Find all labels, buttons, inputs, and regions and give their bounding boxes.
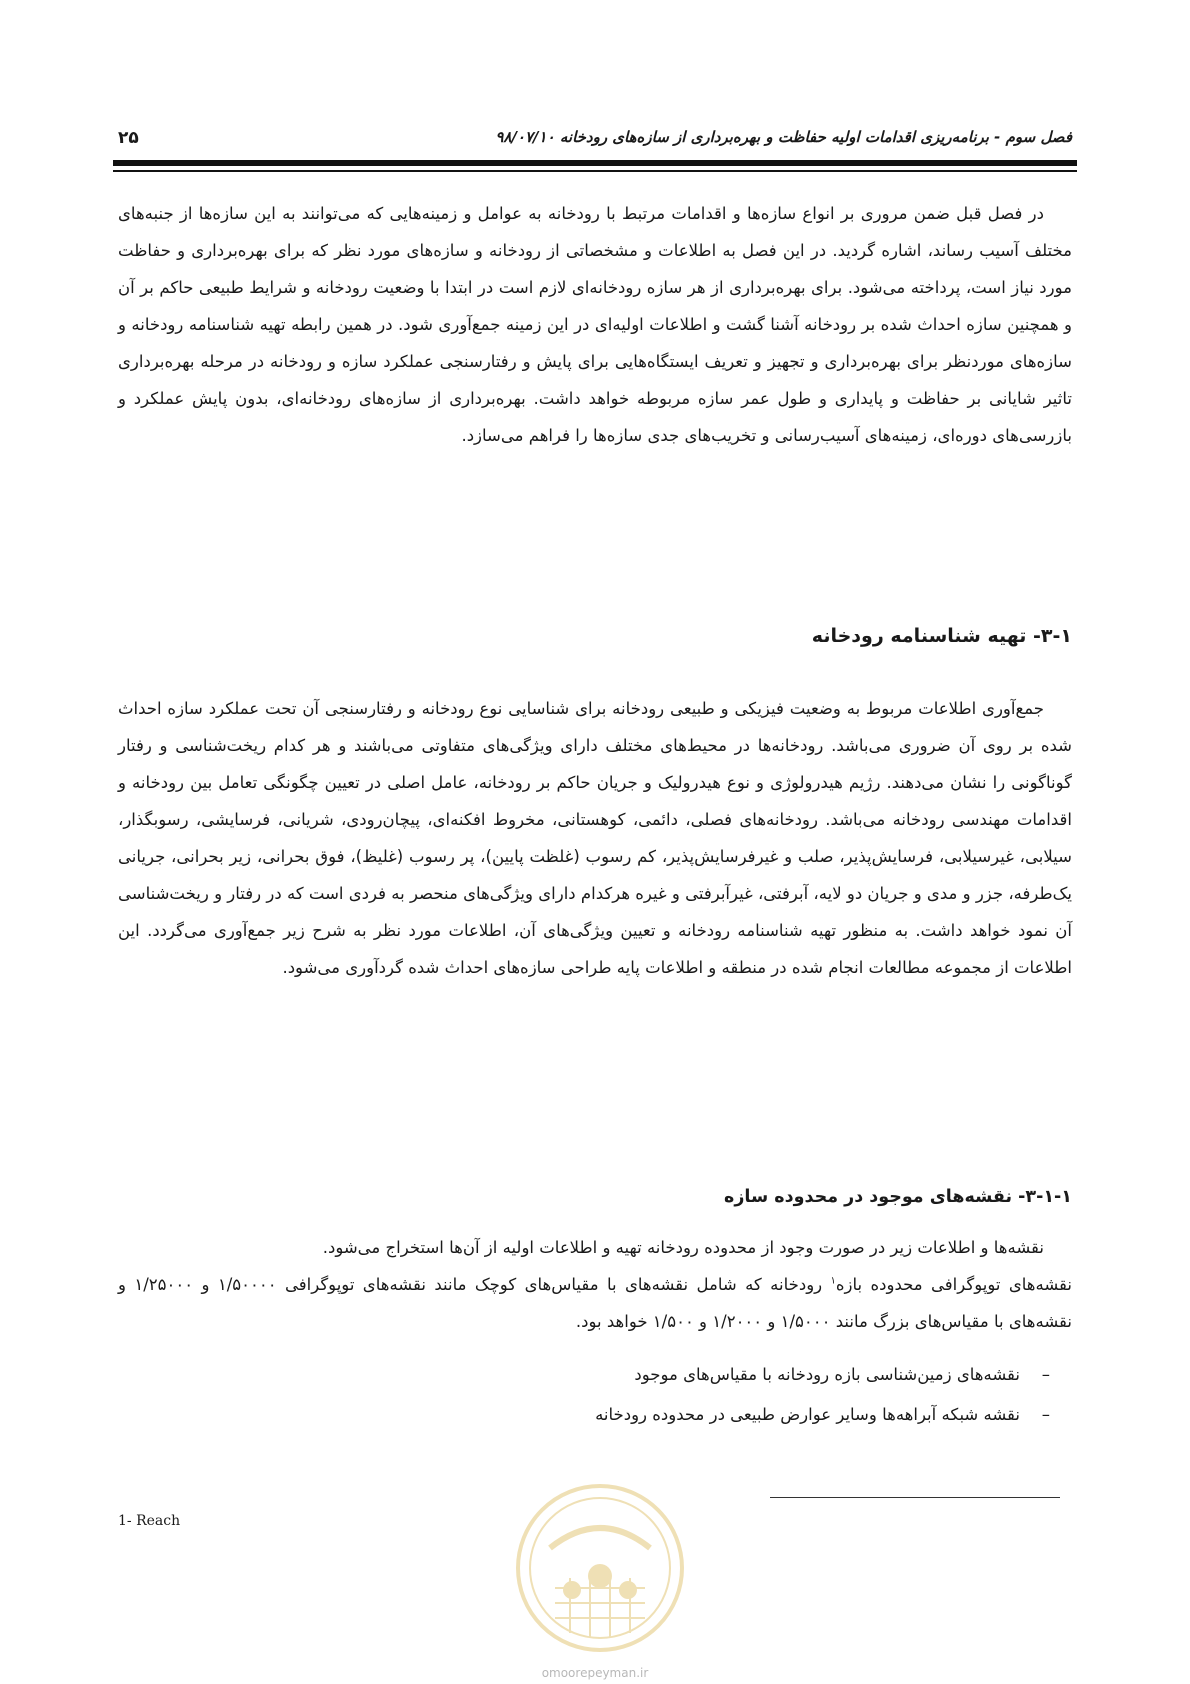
bullet-dash: – <box>1041 1365 1050 1384</box>
list-item <box>595 1395 1050 1435</box>
bullet-dash: – <box>1041 1405 1050 1424</box>
running-title: فصل سوم - برنامه‌ریزی اقدامات اولیه حفاظت و بهره‌برداری از سازه‌های رودخانه ۹۸/۰۷/۱۰ <box>495 128 1072 146</box>
section-heading-3-1-1: ۳-۱-۱- نقشه‌های موجود در محدوده سازه <box>724 1187 1072 1207</box>
bullet-text: نقشه شبکه آبراهه‌ها وسایر عوارض طبیعی در محدوده رودخانه <box>595 1405 1020 1424</box>
footnote-reference[interactable]: ۱ <box>830 1275 836 1287</box>
bullet-text: نقشه‌های زمین‌شناسی بازه رودخانه با مقیاس‌های موجود <box>634 1365 1020 1384</box>
section-3-1-paragraph: جمع‌آوری اطلاعات مربوط به وضعیت فیزیکی و طبیعی رودخانه برای شناسایی نوع رودخانه و رفتارسنجی آن تحت عملکرد سازه احداث شده بر روی آن ضروری می‌باشد. رودخانه‌ها در محیط‌های مختلف دارای ویژگی‌های متفاوتی می‌باشند و هر کدام ریخت‌شناسی و رفتار گوناگونی را نشان می‌دهند. رژیم هیدرولوژی و نوع هیدرولیک و جریان حاکم بر رودخانه، عامل اصلی در تعیین چگونگی تعامل بین رودخانه و اقدامات مهندسی رودخانه می‌باشد. رودخانه‌های فصلی، دائمی، کوهستانی، مخروط افکنه‌ای، پیچان‌رودی، شریانی، فرسایشی، رسوبگذار، سیلابی، غیرسیلابی، فرسایش‌پذیر، صلب و غیرفرسایش‌پذیر، کم رسوب (غلظت پایین)، پر رسوب (غلیظ)، فوق بحرانی، زیر بحرانی، جریانی یک‌طرفه، جزر و مدی و جریان دو لایه، آبرفتی، غیرآبرفتی و غیره هرکدام دارای ویژگی‌های منحصر به فردی است که در رفتار و ریخت‌شناسی آن نمود خواهد داشت. به منظور تهیه شناسنامه رودخانه و تعیین ویژگی‌های آن، اطلاعات مورد نظر به شرح زیر جمع‌آوری می‌گردد. این اطلاعات از مجموعه مطالعات انجام شده در منطقه و اطلاعات پایه طراحی سازه‌های احداث شده گردآوری می‌شود. <box>118 699 1072 977</box>
page-header <box>118 128 1072 152</box>
section-heading-3-1: ۳-۱- تهیه شناسنامه رودخانه <box>811 625 1072 647</box>
intro-paragraph: در فصل قبل ضمن مروری بر انواع سازه‌ها و اقدامات مرتبط با رودخانه به عوامل و زمینه‌هایی که می‌توانند به این سازه‌ها از جنبه‌های مختلف آسیب رساند، اشاره گردید. در این فصل به اطلاعات و مشخصاتی از رودخانه و سازه‌های مورد نظر که برای بهره‌برداری و حفاظت مورد نیاز است، پرداخته می‌شود. برای بهره‌برداری از هر سازه رودخانه‌ای لازم است در ابتدا با وضعیت رودخانه و شرایط طبیعی حاکم بر آن و همچنین سازه احداث شده بر رودخانه آشنا گشت و اطلاعات اولیه‌ای در این زمینه جمع‌آوری شود. در همین رابطه تهیه شناسنامه رودخانه و سازه‌های موردنظر برای بهره‌برداری و تجهیز و تعریف ایستگاه‌هایی برای پایش و رفتارسنجی عملکرد سازه و رودخانه در مرحله بهره‌برداری تاثیر شایانی بر حفاظت و پایداری و طول عمر سازه مربوطه خواهد داشت. بهره‌برداری از سازه‌های رودخانه‌ای، بدون پایش عملکرد و بازرسی‌های دوره‌ای، زمینه‌های آسیب‌رسانی و تخریب‌های جدی سازه‌ها را فراهم می‌سازد. <box>118 204 1072 445</box>
page-number: ۲۵ <box>118 128 139 148</box>
list-item <box>595 1355 1050 1395</box>
footnote-separator <box>770 1497 1060 1498</box>
topo-maps-text-a: نقشه‌های توپوگرافی محدوده بازه <box>835 1275 1072 1294</box>
header-rule-thin <box>113 170 1077 172</box>
maps-bullet-list <box>595 1355 1050 1435</box>
section-3-1-1-paragraph <box>118 1229 1072 1340</box>
topo-maps-text-b: رودخانه که شامل نقشه‌های با مقیاس‌های کوچک مانند نقشه‌های توپوگرافی ۱/۵۰۰۰۰ و ۱/۲۵۰۰۰ و نقشه‌های با مقیاس‌های بزرگ مانند ۱/۵۰۰۰ و ۱/۲۰۰۰ و ۱/۵۰۰ خواهد بود. <box>118 1275 1072 1331</box>
watermark-site: omoorepeyman.ir <box>541 1666 649 1680</box>
maps-intro-line: نقشه‌ها و اطلاعات زیر در صورت وجود از محدوده رودخانه تهیه و اطلاعات اولیه از آن‌ها استخراج می‌شود. <box>322 1238 1044 1257</box>
header-rule-thick <box>113 160 1077 166</box>
footnote: 1- Reach <box>118 1513 181 1529</box>
seal-watermark <box>510 1478 690 1658</box>
